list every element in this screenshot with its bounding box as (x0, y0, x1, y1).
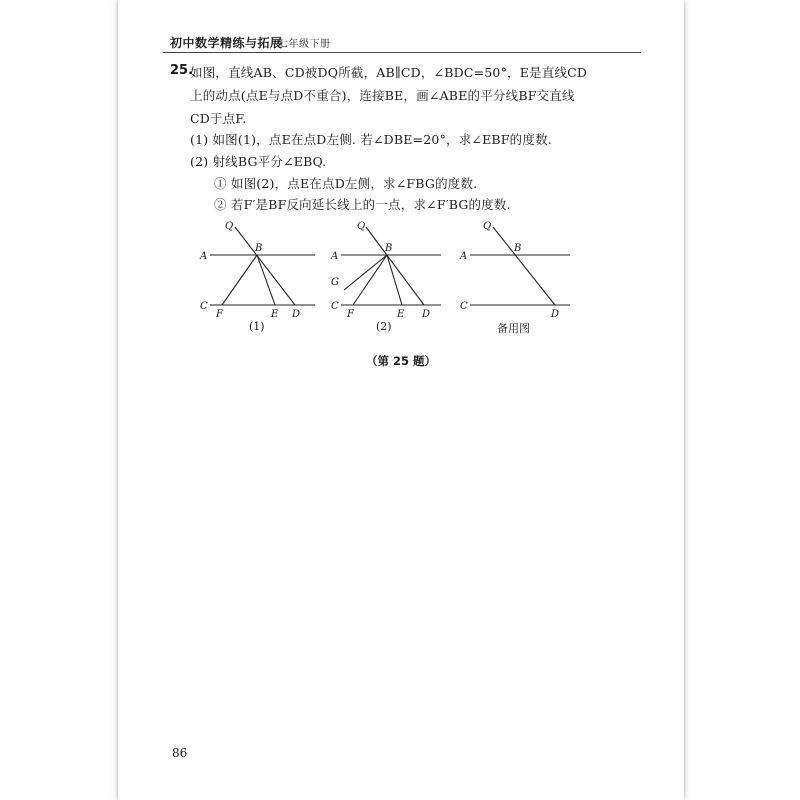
point-c: C (331, 301, 339, 312)
figure-caption: （第 25 题） (366, 354, 437, 368)
problem-number: 25. (170, 63, 194, 78)
point-e: E (397, 309, 405, 320)
point-d: D (551, 309, 560, 320)
line-qd (493, 227, 555, 305)
book-title: 初中数学精练与拓展 (170, 36, 283, 50)
ray-bg (344, 255, 387, 290)
figure-backup-label: 备用图 (497, 322, 530, 335)
point-d: D (422, 309, 431, 320)
point-f: F (216, 309, 223, 320)
segment-bf (222, 255, 257, 305)
line-qd (235, 227, 295, 305)
part-1: (1) 如图(1)，点E在点D左侧. 若∠DBE=20°，求∠EBF的度数. (190, 132, 552, 147)
header-rule (163, 52, 641, 53)
figure-2-label: (2) (376, 320, 392, 333)
point-q: Q (357, 221, 366, 232)
point-d: D (292, 309, 301, 320)
point-b: B (514, 243, 522, 254)
point-q: Q (483, 221, 492, 232)
point-a: A (200, 251, 208, 262)
point-f: F (347, 309, 354, 320)
part-2-sub-1: ① 如图(2)，点E在点D左侧，求∠FBG的度数. (214, 176, 478, 191)
segment-bf (353, 255, 387, 305)
figure-backup (455, 215, 575, 320)
figure-1 (195, 215, 315, 320)
part-2: (2) 射线BG平分∠EBQ. (190, 154, 327, 169)
segment-be (387, 255, 402, 305)
line-qd (366, 227, 424, 305)
point-c: C (460, 301, 468, 312)
figure-2 (326, 215, 446, 320)
book-subtitle: 七年级下册 (278, 39, 331, 50)
problem-line-2: 上的动点(点E与点D不重合)，连接BE，画∠ABE的平分线BF交直线 (190, 88, 575, 103)
point-b: B (255, 243, 263, 254)
point-e: E (271, 309, 279, 320)
part-2-sub-2: ② 若F′是BF反向延长线上的一点，求∠F′BG的度数. (214, 197, 511, 212)
point-c: C (200, 301, 208, 312)
point-a: A (460, 251, 468, 262)
figure-1-label: (1) (249, 320, 265, 333)
point-q: Q (225, 221, 234, 232)
problem-line-3: CD于点F. (190, 111, 247, 126)
point-a: A (331, 251, 339, 262)
point-b: B (385, 243, 393, 254)
point-g: G (331, 277, 339, 288)
segment-be (257, 255, 275, 305)
page-number: 86 (172, 746, 188, 760)
problem-line-1: 如图，直线AB、CD被DQ所截，AB∥CD，∠BDC=50°，E是直线CD (190, 65, 588, 80)
